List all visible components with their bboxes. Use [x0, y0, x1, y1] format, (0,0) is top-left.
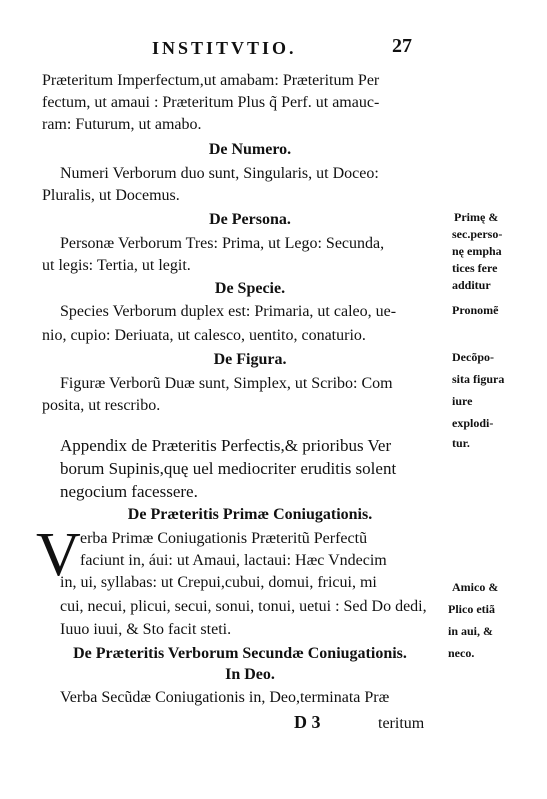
margin-note: iure — [452, 394, 473, 408]
margin-note: Decõpo- — [452, 350, 494, 364]
text-line: cui, necui, plicui, secui, sonui, tonui, uetui : Sed Do dedi, — [60, 598, 427, 615]
section-heading: In Deo. — [225, 666, 275, 683]
page-number: 27 — [392, 35, 412, 57]
running-head: INSTITVTIO. — [152, 38, 297, 58]
section-heading: De Præteritis Primæ Coniugationis. — [127, 506, 373, 523]
section-heading: De Persona. — [209, 211, 291, 228]
text-line: Figuræ Verborũ Duæ sunt, Simplex, ut Scribo: Com — [60, 375, 393, 392]
margin-note: additur — [452, 278, 491, 292]
margin-note: neco. — [448, 646, 475, 660]
text-line: faciunt in, áui: ut Amaui, lactaui: Hæc Vndecim — [80, 552, 387, 569]
text-line: ram: Futurum, ut amabo. — [42, 116, 202, 133]
signature-mark: D 3 — [294, 712, 321, 732]
margin-note: Amico & — [452, 580, 499, 594]
section-heading: De Specie. — [214, 280, 286, 297]
text-line: erba Primæ Coniugationis Præteritũ Perfectũ — [80, 530, 368, 547]
appendix-line: negocium facessere. — [60, 482, 198, 501]
section-heading: De Numero. — [208, 141, 292, 158]
text-line: ut legis: Tertia, ut legit. — [42, 257, 191, 274]
text-line: Verba Secũdæ Coniugationis in, Deo,terminata Præ — [60, 689, 390, 706]
margin-note: tices fere — [452, 261, 498, 275]
drop-cap: V — [36, 521, 81, 589]
text-line: fectum, ut amaui : Præteritum Plus q̃ Perf. ut amauc- — [42, 94, 380, 111]
text-line: Numeri Verborum duo sunt, Singularis, ut Doceo: — [60, 165, 379, 182]
text-line: nio, cupio: Deriuata, ut calesco, uentito, conaturio. — [42, 327, 366, 344]
text-line: Species Verborum duplex est: Primaria, ut caleo, ue- — [60, 303, 397, 320]
section-heading: De Figura. — [213, 351, 287, 368]
text-line: posita, ut rescribo. — [42, 397, 161, 414]
margin-note: sita figura — [452, 372, 505, 386]
margin-note: Plico etiã — [448, 602, 495, 616]
text-line: Præteritum Imperfectum,ut amabam: Præteritum Per — [42, 72, 380, 89]
appendix-line: Appendix de Præteritis Perfectis,& prioribus Ver — [60, 436, 392, 455]
margin-note: tur. — [452, 436, 470, 450]
margin-note: nę empha — [452, 244, 502, 258]
margin-note: sec.perso- — [452, 227, 503, 241]
section-heading: De Præteritis Verborum Secundæ Coniugationis. — [73, 645, 407, 662]
text-line: Pluralis, ut Docemus. — [42, 187, 180, 204]
text-line: in, ui, syllabas: ut Crepui,cubui, domui, fricui, mi — [60, 574, 377, 591]
text-line: Iuuo iuui, & Sto facit steti. — [60, 621, 232, 638]
text-line: Personæ Verborum Tres: Prima, ut Lego: Secunda, — [60, 235, 385, 252]
margin-note: explodi- — [452, 416, 494, 430]
margin-note: Primę & — [454, 210, 499, 224]
margin-note: in aui, & — [448, 624, 494, 638]
appendix-line: borum Supinis,quę uel mediocriter eruditis solent — [60, 459, 397, 478]
margin-note: Pronomẽ — [452, 303, 499, 317]
catchword: teritum — [378, 715, 425, 732]
